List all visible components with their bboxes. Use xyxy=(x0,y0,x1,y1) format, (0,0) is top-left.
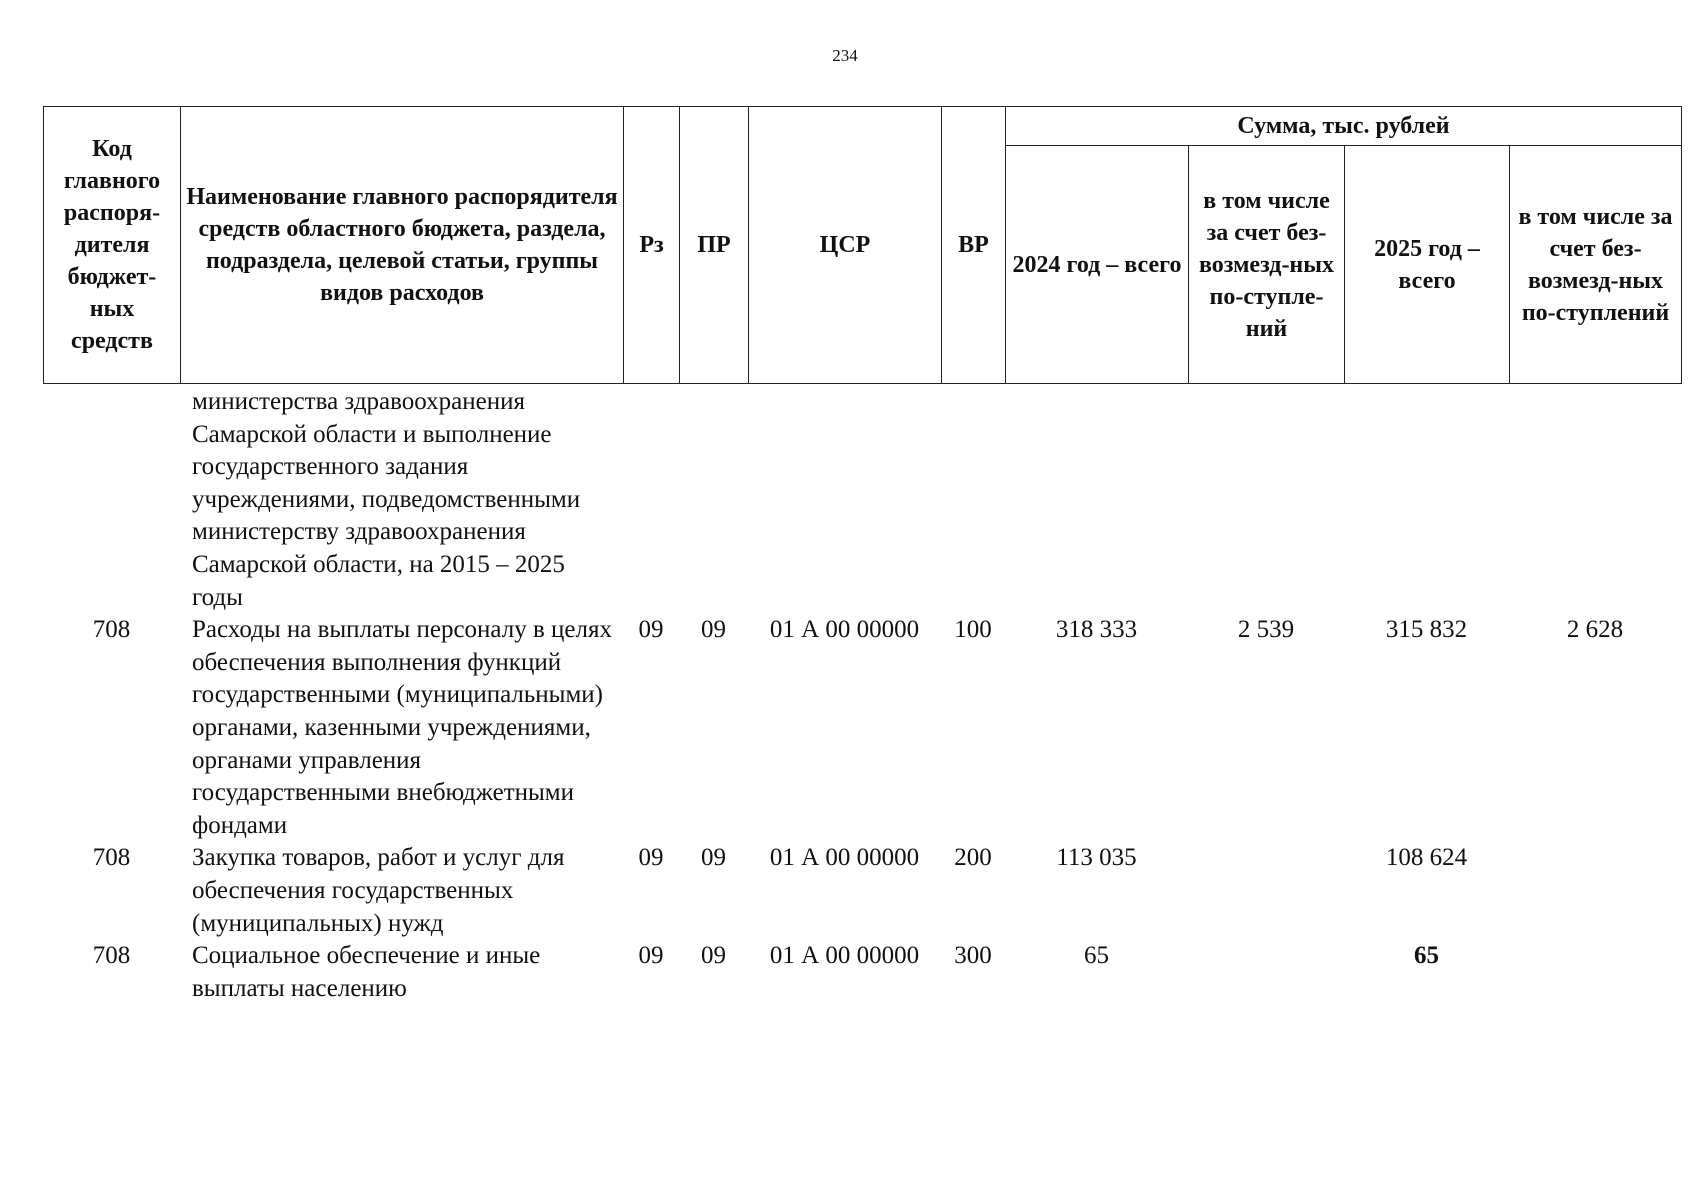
header-rz: Рз xyxy=(624,107,680,384)
row-2024-grants xyxy=(1188,940,1344,1005)
row-2024-grants: 2 539 xyxy=(1237,616,1295,644)
table-header xyxy=(43,106,1682,384)
header-vr: ВР xyxy=(942,107,1006,384)
table-row-continuation xyxy=(43,386,1681,614)
continuation-text: министерства здравоохранения Самарской области и выполнение государственного задания учреждениями, подведомственными министерству здравоохранения Самарской области, на 2015 – 2025 годы xyxy=(192,388,581,611)
row-rz: 09 xyxy=(638,616,664,644)
row-2024-total: 65 xyxy=(1084,942,1109,970)
row-code: 708 xyxy=(92,844,131,872)
row-name: Социальное обеспечение и иные выплаты населению xyxy=(192,942,541,1002)
header-code: Код главного распоря-дителя бюджет-ных средств xyxy=(44,107,181,384)
row-csr: 01 А 00 00000 xyxy=(769,844,920,872)
row-vr: 100 xyxy=(954,616,992,644)
row-csr: 01 А 00 00000 xyxy=(769,616,920,644)
row-name: Расходы на выплаты персоналу в целях обеспечения выполнения функций государственными (муниципальными) органами, казенными учреждениями, органами управления государственными внебюджетными фондами xyxy=(192,616,612,839)
table-row xyxy=(43,940,1681,1005)
row-pr: 09 xyxy=(701,844,726,872)
row-code: 708 xyxy=(92,616,131,644)
header-2024-grants: в том числе за счет без-возмезд-ных по-ступле-ний xyxy=(1189,146,1345,384)
header-csr: ЦСР xyxy=(749,107,942,384)
row-2025-total: 108 624 xyxy=(1385,844,1468,872)
row-2024-total: 318 333 xyxy=(1055,616,1138,644)
row-2024-total: 113 035 xyxy=(1056,844,1137,872)
header-2025-total: 2025 год – всего xyxy=(1345,146,1510,384)
header-name: Наименование главного распорядителя средств областного бюджета, раздела, подраздела, целевой статьи, группы видов расходов xyxy=(181,107,624,384)
row-name: Закупка товаров, работ и услуг для обеспечения государственных (муниципальных) нужд xyxy=(192,844,565,937)
row-2025-total: 65 xyxy=(1414,942,1439,970)
row-rz: 09 xyxy=(638,844,664,872)
row-code: 708 xyxy=(92,942,131,970)
header-sum-group: Сумма, тыс. рублей xyxy=(1006,107,1682,146)
row-vr: 200 xyxy=(954,844,992,872)
header-2024-total: 2024 год – всего xyxy=(1006,146,1189,384)
row-2025-grants xyxy=(1509,842,1681,940)
row-vr: 300 xyxy=(954,942,992,970)
table-body xyxy=(43,386,1681,1005)
table-row xyxy=(43,614,1681,842)
header-2025-grants: в том числе за счет без-возмезд-ных по-ступлений xyxy=(1510,146,1682,384)
row-rz: 09 xyxy=(638,942,664,970)
page-number: 234 xyxy=(832,46,858,65)
row-2025-grants xyxy=(1509,940,1681,1005)
row-2024-grants xyxy=(1188,842,1344,940)
row-pr: 09 xyxy=(701,616,726,644)
header-pr: ПР xyxy=(680,107,749,384)
row-csr: 01 А 00 00000 xyxy=(769,942,920,970)
table-row xyxy=(43,842,1681,940)
row-2025-total: 315 832 xyxy=(1385,616,1468,644)
row-2025-grants: 2 628 xyxy=(1566,616,1624,644)
row-pr: 09 xyxy=(701,942,726,970)
